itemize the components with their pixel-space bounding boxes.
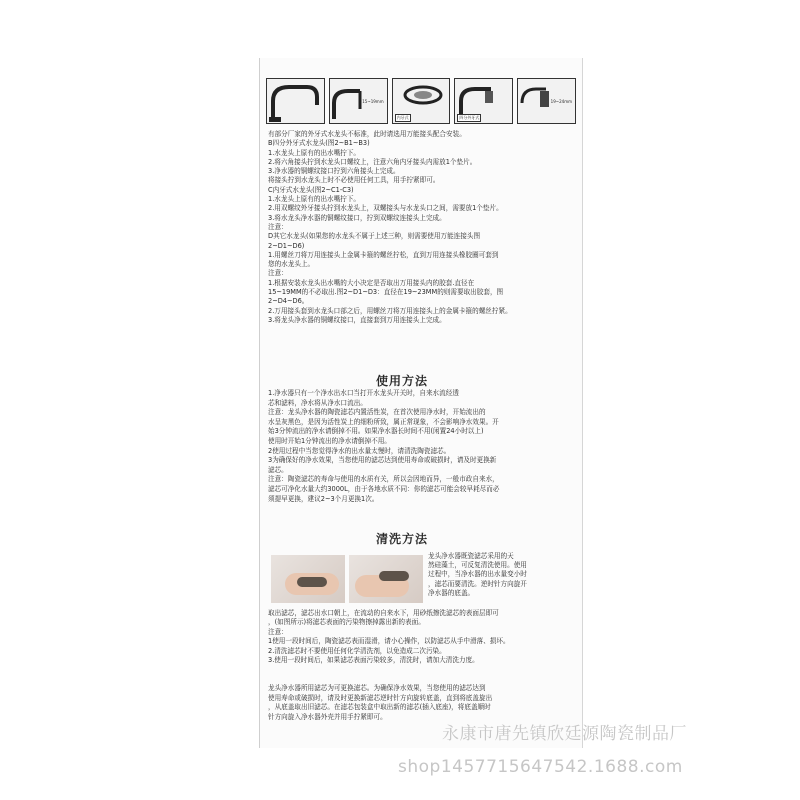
cleaning-heading: 清洗方法 xyxy=(376,532,429,546)
faucet-figure-2-size: 15~19mm xyxy=(362,99,384,104)
install-line: 注意： xyxy=(268,269,288,278)
install-line: 2~D1~D6) xyxy=(268,241,305,250)
usage-line: 始3分钟流出的净水请倒掉不用。如果净水器长时间不用(闲置24小时以上) xyxy=(268,427,484,436)
cleaning-intro-line: 净水器的底盖。 xyxy=(428,588,475,597)
faucet-figure-2 xyxy=(329,78,388,124)
install-line: 3.净水器的铜螺纹接口拧到六角接头上完成。 xyxy=(268,167,400,176)
cleaning-intro-line: 过程中，当净水器的出水量变小时 xyxy=(428,570,527,579)
cleaning-line: ，(如图所示)将滤芯表面的污染物擦掉露出新的表面。 xyxy=(268,618,425,627)
install-line: 注意： xyxy=(268,222,288,231)
faucet-figure-3-caption: 内牙式 xyxy=(396,115,409,120)
install-line: B四分外牙式水龙头(图2~B1~B3) xyxy=(268,139,370,148)
install-line: 将接头拧到水龙头上时不必使用任何工具，用手拧紧即可。 xyxy=(268,176,440,185)
install-line: 1.水龙头上原有的出水嘴拧下。 xyxy=(268,148,361,157)
faucet-drawing-1 xyxy=(267,79,325,123)
replacement-line: 针方向旋入净水器外壳并用手拧紧即可。 xyxy=(268,712,387,721)
filter-shape xyxy=(297,577,327,587)
replacement-line: 龙头净水器所用滤芯为可更换滤芯。为确保净水效果，当您使用的滤芯达到 xyxy=(268,684,486,692)
install-line: D其它水龙头(如果您的水龙头不属于上述三种，则需要使用万能连接头图 xyxy=(268,232,481,241)
install-line: 1.用螺丝刀将万用连接头上金属卡箍的螺丝拧松，直到万用连接头橡胶圈可套到 xyxy=(268,250,499,259)
cleaning-line: 1使用一段时间后，陶瓷滤芯表而湿滑，请小心操作，以防滤芯从手中滑落、损坏。 xyxy=(268,637,510,646)
install-line: 您的水龙头上。 xyxy=(268,260,315,269)
faucet-figure-4 xyxy=(454,78,513,124)
usage-heading: 使用方法 xyxy=(376,374,429,388)
faucet-figure-row xyxy=(266,78,576,126)
install-instructions xyxy=(268,130,578,325)
usage-line: 使用时开始1分钟流出的净水请倒掉不用。 xyxy=(268,436,391,445)
replacement-line: ，从底盖取出旧滤芯。在滤芯包装盒中取出新的滤芯(插入底座)，将底盖顺时 xyxy=(268,703,491,712)
cleaning-intro xyxy=(428,552,578,598)
url-watermark: shop1457715647542.1688.com xyxy=(398,757,683,777)
cleaning-photo-2 xyxy=(349,555,423,603)
store-watermark: 永康市唐先镇欣廷源陶瓷制品厂 xyxy=(442,724,687,744)
install-line: 2.万用接头套到水龙头口部之后，用螺丝刀将万用连接头上的金属卡箍的螺丝拧紧。 xyxy=(268,306,512,315)
faucet-figure-5 xyxy=(517,78,576,124)
instruction-sheet xyxy=(259,58,583,748)
cleaning-intro-line: 然硅藻土，可反复清洗使用。使用 xyxy=(428,561,527,570)
replacement-instructions xyxy=(268,684,578,722)
cleaning-instructions xyxy=(268,609,578,665)
cleaning-intro-line: 龙头净水器既瓷滤芯采用的天 xyxy=(428,552,514,560)
faucet-figure-5-size: 19~24mm xyxy=(550,99,572,104)
replacement-line: 使用寿命或破损时，请及时更换新滤芯逆时针方向旋转底盖，直到将底盖旋出 xyxy=(268,693,493,702)
usage-line: 芯和滤料，净水将从净水口流出。 xyxy=(268,398,367,407)
faucet-figure-4-caption: 四分外牙式 xyxy=(459,115,480,120)
usage-line: 水呈灰黑色，是因为活性炭上的细粉所致，属正常现象，不会影响净水效果。开 xyxy=(268,417,499,426)
usage-line: 2使用过程中当您觉得净水的出水量太慢时，请清洗陶瓷滤芯。 xyxy=(268,446,451,455)
install-line: 3.将龙头净水器的铜螺纹接口，直接套到万用连接头上完成。 xyxy=(268,315,446,324)
cleaning-photo-1 xyxy=(271,555,345,603)
install-line: 1.水龙头上原有的出水嘴拧下。 xyxy=(268,195,361,204)
cleaning-line: 2.清洗滤芯时不要使用任何化学清洗剂，以免造成二次污染。 xyxy=(268,646,446,655)
cleaning-intro-line: ，滤芯而要清洗。逆时针方向旋开 xyxy=(428,579,527,588)
filter-shape xyxy=(379,571,409,581)
install-line: 3.将水龙头净水器的铜螺纹接口，拧到双螺纹连接头上完成。 xyxy=(268,213,446,222)
install-line: 15~19MM的不必取出.图2~D1~D3：直径在19~23MM的则需要取出胶套，图 xyxy=(268,288,504,297)
usage-line: 注意：陶瓷滤芯的寿命与使用的水质有关，所以会因地而异，一般市政自来水， xyxy=(268,475,499,484)
install-line: C内牙式水龙头(图2~C1-C3) xyxy=(268,185,354,194)
install-line: 2.用双螺纹外牙接头拧到水龙头上，双螺接头与水龙头口之间，需要放1个垫片。 xyxy=(268,204,503,213)
usage-line: 滤芯可净化水量大约3000L，由于各地水质不同：你的滤芯可能会较早耗尽而必 xyxy=(268,484,500,493)
usage-line: 须提早更换，建议2~3个月更换1次。 xyxy=(268,494,379,503)
faucet-figure-3 xyxy=(392,78,451,124)
cleaning-line: 注意： xyxy=(268,627,288,636)
faucet-figure-1 xyxy=(266,78,325,124)
install-line: 2.将六角接头拧到水龙头口螺纹上，注意六角内牙接头内需放1个垫片。 xyxy=(268,157,477,166)
cleaning-line: 3.使用一段时间后，如果滤芯表面污染较多，清洗时，请加大清洗力度。 xyxy=(268,656,479,665)
cleaning-line: 取出滤芯，滤芯出水口朝上，在流动的自来水下，用砂纸擦洗滤芯的表面层即可 xyxy=(268,609,499,617)
usage-line: 滤芯。 xyxy=(268,465,288,474)
install-line: 2~D4~D6。 xyxy=(268,297,309,306)
usage-line: 3为确保好的净水效果，当您使用的滤芯达到使用寿命或破损时，请及时更换新 xyxy=(268,456,497,465)
install-line: 1.根据安装水龙头出水嘴的大小决定是否取出万用接头内的胶套.直径在 xyxy=(268,278,475,287)
install-line: 有部分厂家的外牙式水龙头不标准，此时请选用万能接头配合安装。 xyxy=(268,130,466,138)
usage-line: 注意：龙头净水器的陶瓷滤芯内置活性炭，在首次使用净水时，开始流出的 xyxy=(268,408,486,417)
usage-instructions xyxy=(268,389,578,504)
usage-line: 1.净水器只有一个净水出水口当打开水龙头开关时，自来水流经透 xyxy=(268,389,459,397)
